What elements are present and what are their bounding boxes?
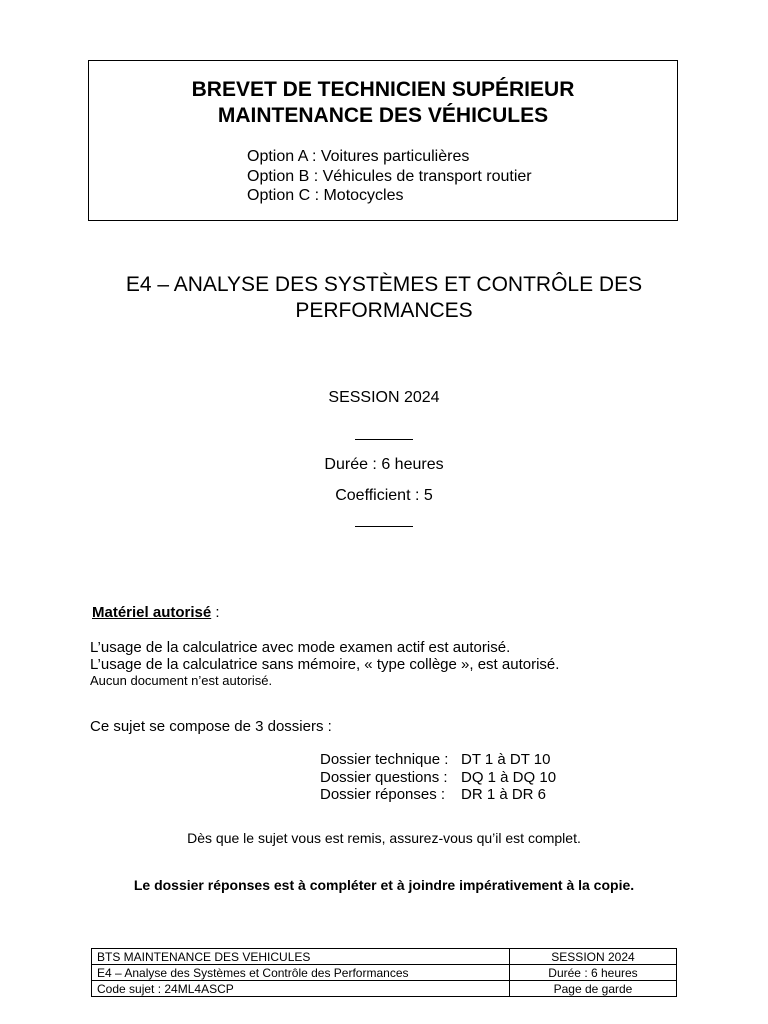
divider bbox=[355, 526, 413, 527]
footer-cell: SESSION 2024 bbox=[510, 949, 677, 965]
table-row bbox=[92, 949, 677, 965]
footer-cell: Page de garde bbox=[510, 981, 677, 997]
dossier-label: Dossier technique : bbox=[320, 751, 449, 768]
dossier-value: DT 1 à DT 10 bbox=[461, 751, 551, 768]
diploma-specialty: MAINTENANCE DES VÉHICULES bbox=[217, 104, 549, 127]
dossier-label: Dossier réponses : bbox=[320, 786, 446, 803]
divider bbox=[355, 439, 413, 440]
dossier-value: DR 1 à DR 6 bbox=[461, 786, 547, 803]
session-label: SESSION 2024 bbox=[328, 389, 440, 406]
materiel-heading bbox=[92, 604, 220, 621]
materiel-line: L’usage de la calculatrice sans mémoire, « type collège », est autorisé. bbox=[90, 656, 560, 673]
diploma-title: BREVET DE TECHNICIEN SUPÉRIEUR bbox=[191, 78, 575, 101]
answer-sheet-note: Le dossier réponses est à compléter et à joindre impérativement à la copie. bbox=[133, 877, 635, 893]
footer-cell: E4 – Analyse des Systèmes et Contrôle des Performances bbox=[92, 965, 510, 981]
completeness-note: Dès que le sujet vous est remis, assurez-vous qu’il est complet. bbox=[187, 830, 581, 846]
option-b: Option B : Véhicules de transport routier bbox=[247, 168, 532, 185]
exam-title: E4 – ANALYSE DES SYSTÈMES ET CONTRÔLE DES PERFORMANCES bbox=[125, 273, 643, 322]
dossier-value: DQ 1 à DQ 10 bbox=[461, 769, 557, 786]
materiel-line: L’usage de la calculatrice avec mode examen actif est autorisé. bbox=[90, 639, 511, 656]
footer-cell: BTS MAINTENANCE DES VEHICULES bbox=[92, 949, 510, 965]
dossier-label: Dossier questions : bbox=[320, 769, 448, 786]
table-row bbox=[92, 965, 677, 981]
header-box bbox=[88, 60, 678, 221]
materiel-line: Aucun document n’est autorisé. bbox=[90, 673, 273, 688]
option-c: Option C : Motocycles bbox=[247, 187, 404, 204]
coefficient-label: Coefficient : 5 bbox=[335, 487, 433, 504]
footer-cell: Code sujet : 24ML4ASCP bbox=[92, 981, 510, 997]
option-a: Option A : Voitures particulières bbox=[247, 148, 470, 165]
footer-cell: Durée : 6 heures bbox=[510, 965, 677, 981]
table-row bbox=[92, 981, 677, 997]
materiel-suffix: : bbox=[211, 604, 220, 621]
footer-table bbox=[91, 948, 677, 997]
duration-label: Durée : 6 heures bbox=[324, 456, 444, 473]
materiel-label: Matériel autorisé bbox=[92, 604, 212, 621]
sujet-intro: Ce sujet se compose de 3 dossiers : bbox=[90, 718, 332, 735]
